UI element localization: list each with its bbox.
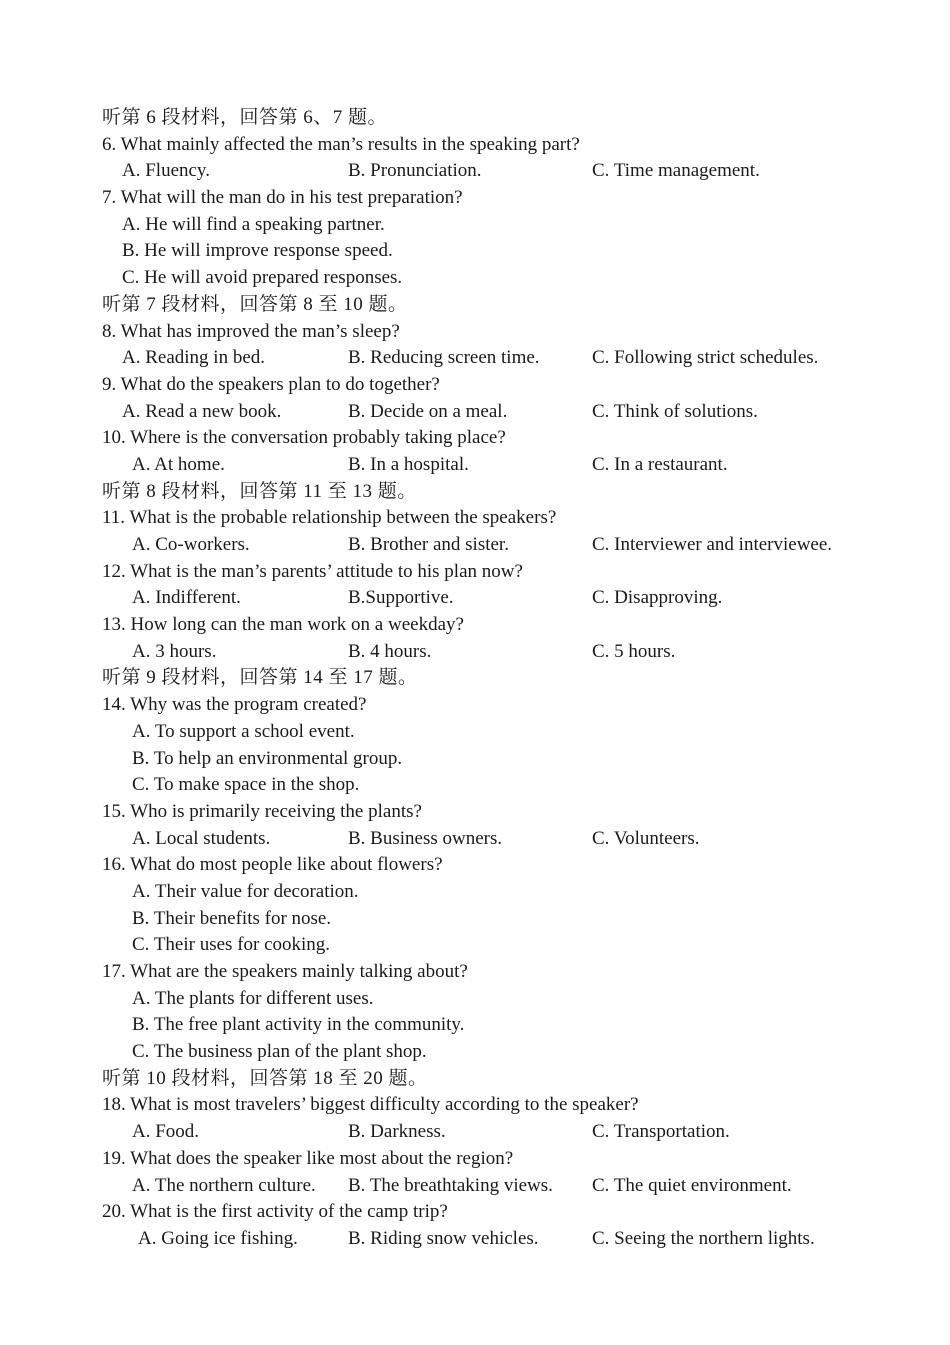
q6-option-c: C. Time management.	[592, 160, 760, 182]
q12-option-c: C. Disapproving.	[592, 587, 723, 609]
question-20-options	[102, 1226, 902, 1253]
q8-option-a: A. Reading in bed.	[122, 347, 266, 369]
question-20-stem: 20. What is the first activity of the camp trip?	[102, 1201, 448, 1223]
q19-option-c: C. The quiet environment.	[592, 1174, 792, 1196]
q19-option-b: B. The breathtaking views.	[348, 1174, 553, 1196]
q6-option-a: A. Fluency.	[122, 160, 210, 182]
question-10-options	[102, 452, 902, 479]
question-8-options	[102, 345, 902, 372]
question-12-options	[102, 585, 902, 612]
question-17-stem: 17. What are the speakers mainly talking about?	[102, 961, 468, 982]
question-16-stem: 16. What do most people like about flowers?	[102, 854, 443, 876]
q20-option-c: C. Seeing the northern lights.	[592, 1227, 815, 1249]
question-12-stem: 12. What is the man’s parents’ attitude to his plan now?	[102, 560, 523, 582]
section-heading-9: 听第 9 段材料，回答第 14 至 17 题。	[102, 667, 418, 689]
q10-option-b: B. In a hospital.	[348, 453, 469, 475]
q13-option-b: B. 4 hours.	[348, 640, 432, 662]
q8-option-c: C. Following strict schedules.	[592, 347, 819, 369]
question-9-stem: 9. What do the speakers plan to do together?	[102, 373, 440, 395]
question-9-options	[102, 399, 902, 426]
question-10-stem: 10. Where is the conversation probably taking place?	[102, 427, 506, 449]
q18-option-b: B. Darkness.	[348, 1121, 446, 1143]
q19-option-a: A. The northern culture.	[132, 1174, 316, 1196]
q15-option-c: C. Volunteers.	[592, 827, 700, 849]
q13-option-a: A. 3 hours.	[132, 640, 217, 662]
q8-option-b: B. Reducing screen time.	[348, 347, 540, 369]
q12-option-b: B.Supportive.	[348, 587, 454, 609]
q7-option-c: C. He will avoid prepared responses.	[122, 267, 403, 289]
q16-option-a: A. Their value for decoration.	[132, 880, 359, 902]
question-18-stem: 18. What is most travelers’ biggest difficulty according to the speaker?	[102, 1094, 639, 1116]
q16-option-b: B. Their benefits for nose.	[132, 907, 332, 929]
q11-option-c: C. Interviewer and interviewee.	[592, 534, 833, 555]
question-13-options	[102, 639, 902, 666]
q20-option-b: B. Riding snow vehicles.	[348, 1227, 539, 1249]
q11-option-a: A. Co-workers.	[132, 534, 250, 555]
question-15-options	[102, 826, 902, 853]
q9-option-c: C. Think of solutions.	[592, 400, 758, 422]
q7-option-b: B. He will improve response speed.	[122, 240, 393, 262]
section-heading-7: 听第 7 段材料，回答第 8 至 10 题。	[102, 293, 408, 315]
q18-option-a: A. Food.	[132, 1121, 200, 1143]
q18-option-c: C. Transportation.	[592, 1121, 730, 1143]
question-6-stem: 6. What mainly affected the man’s results in the speaking part?	[102, 133, 580, 155]
question-18-options	[102, 1119, 902, 1146]
q17-option-a: A. The plants for different uses.	[132, 987, 374, 1009]
question-6-options	[102, 158, 902, 185]
question-13-stem: 13. How long can the man work on a weekday?	[102, 614, 464, 636]
q15-option-a: A. Local students.	[132, 827, 271, 849]
q15-option-b: B. Business owners.	[348, 827, 503, 849]
listening-section	[102, 105, 902, 1253]
q16-option-c: C. Their uses for cooking.	[132, 934, 331, 956]
q12-option-a: A. Indifferent.	[132, 587, 241, 609]
section-heading-10: 听第 10 段材料，回答第 18 至 20 题。	[102, 1067, 428, 1089]
question-7-stem: 7. What will the man do in his test preparation?	[102, 187, 463, 209]
section-heading-8: 听第 8 段材料，回答第 11 至 13 题。	[102, 480, 417, 502]
question-11-stem: 11. What is the probable relationship between the speakers?	[102, 507, 557, 529]
q20-option-a: A. Going ice fishing.	[138, 1227, 298, 1249]
q11-option-b: B. Brother and sister.	[348, 534, 509, 555]
q17-option-b: B. The free plant activity in the community.	[132, 1014, 465, 1036]
q7-option-a: A. He will find a speaking partner.	[122, 213, 385, 235]
q9-option-b: B. Decide on a meal.	[348, 400, 508, 422]
question-15-stem: 15. Who is primarily receiving the plants?	[102, 800, 422, 822]
q10-option-c: C. In a restaurant.	[592, 453, 728, 475]
q14-option-a: A. To support a school event.	[132, 720, 355, 742]
q6-option-b: B. Pronunciation.	[348, 160, 482, 182]
question-14-stem: 14. Why was the program created?	[102, 694, 367, 716]
question-19-options	[102, 1173, 902, 1200]
q14-option-c: C. To make space in the shop.	[132, 774, 360, 796]
question-8-stem: 8. What has improved the man’s sleep?	[102, 320, 400, 342]
q17-option-c: C. The business plan of the plant shop.	[132, 1041, 427, 1063]
question-11-options	[102, 532, 902, 559]
q14-option-b: B. To help an environmental group.	[132, 747, 403, 769]
q10-option-a: A. At home.	[132, 453, 225, 475]
q9-option-a: A. Read a new book.	[122, 400, 282, 422]
section-heading-6: 听第 6 段材料，回答第 6、7 题。	[102, 107, 388, 128]
q13-option-c: C. 5 hours.	[592, 640, 676, 662]
question-19-stem: 19. What does the speaker like most about the region?	[102, 1147, 514, 1169]
